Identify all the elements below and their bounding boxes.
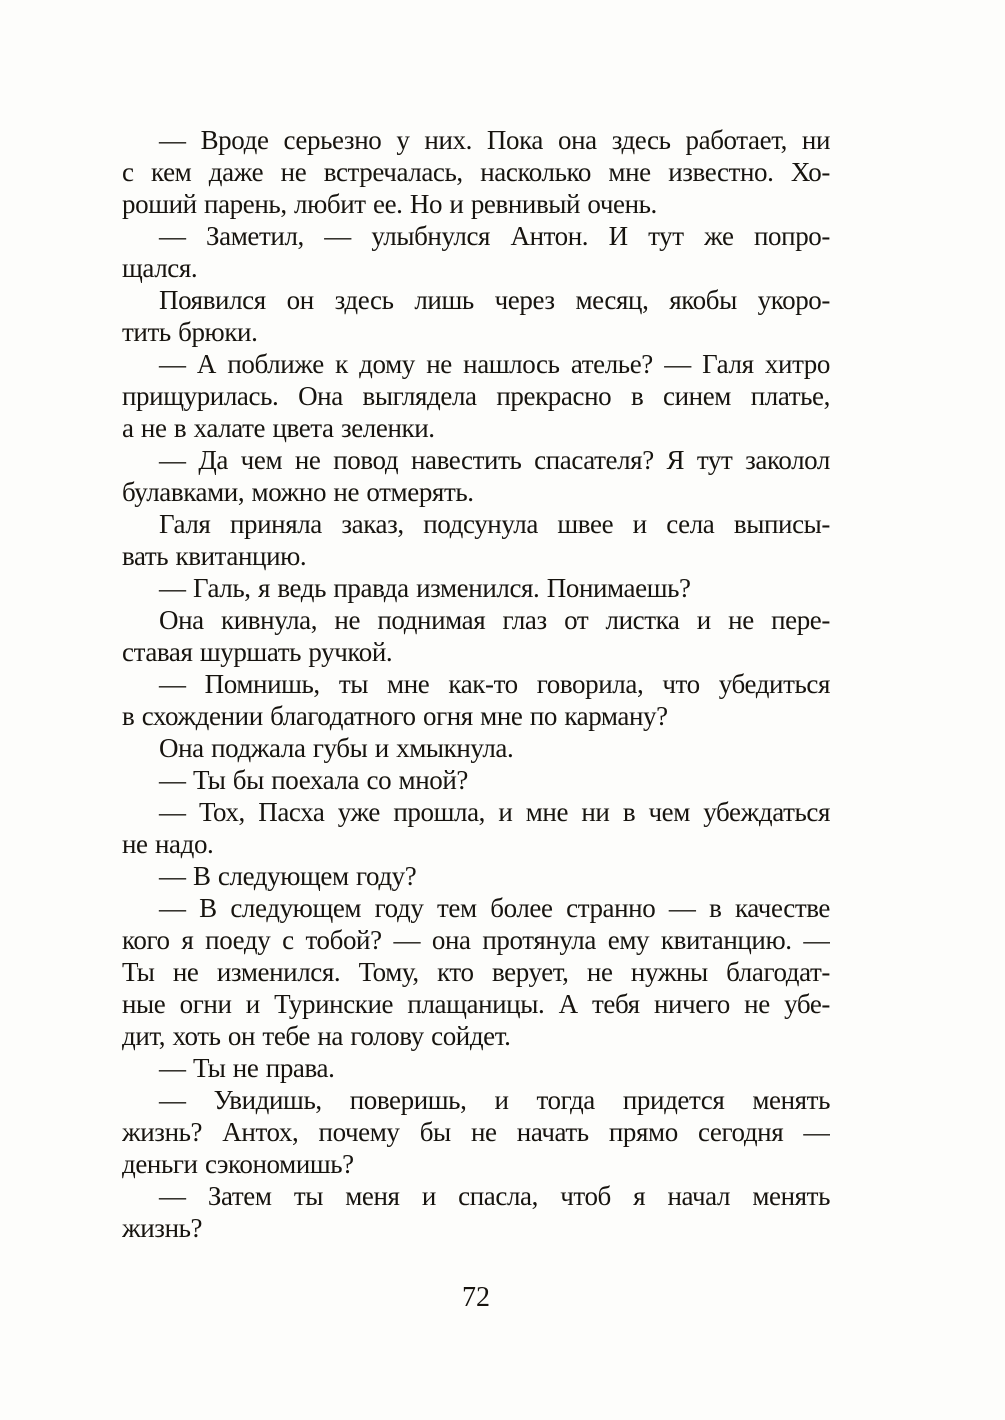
paragraph [122, 668, 830, 732]
paragraph [122, 444, 830, 508]
text-line: роший парень, любит ее. Но и ревнивый очень. [122, 189, 657, 219]
text-line: дит, хоть он тебе на голову сойдет. [122, 1021, 511, 1051]
text-line: ные огни и Туринские плащаницы. А тебя ничего не убе- [122, 989, 830, 1019]
paragraph [122, 508, 830, 572]
text-block [122, 124, 830, 1244]
paragraph [122, 764, 830, 796]
text-line: вать квитанцию. [122, 541, 307, 571]
text-line: булавками, можно не отмерять. [122, 477, 474, 507]
text-line: — Да чем не повод навестить спасателя? Я тут заколол [159, 445, 830, 475]
text-line: — Затем ты меня и спасла, чтоб я начал менять [159, 1181, 830, 1211]
text-line: а не в халате цвета зеленки. [122, 413, 435, 443]
text-line: Ты не изменился. Тому, кто верует, не нужны благодат- [122, 957, 830, 987]
text-line: в схождении благодатного огня мне по карману? [122, 701, 668, 731]
text-line: с кем даже не встречалась, насколько мне известно. Хо- [122, 157, 830, 187]
text-line: деньги сэкономишь? [122, 1149, 354, 1179]
text-line: Она кивнула, не поднимая глаз от листка и не пере- [159, 605, 830, 635]
text-line: — Заметил, — улыбнулся Антон. И тут же попро- [159, 221, 830, 251]
paragraph [122, 284, 830, 348]
text-line: Галя приняла заказ, подсунула швее и села выписы- [159, 509, 830, 539]
paragraph [122, 1052, 830, 1084]
paragraph [122, 796, 830, 860]
page-number: 72 [462, 1282, 490, 1313]
paragraph [122, 124, 830, 220]
paragraph [122, 892, 830, 1052]
paragraph [122, 1084, 830, 1180]
paragraph [122, 1180, 830, 1244]
paragraph [122, 348, 830, 444]
paragraph [122, 220, 830, 284]
text-line: — В следующем году тем более странно — в качестве [159, 893, 830, 923]
text-line: кого я поеду с тобой? — она протянула ему квитанцию. — [122, 925, 830, 955]
text-line: жизнь? [122, 1213, 203, 1243]
text-line: — В следующем году? [159, 861, 417, 891]
paragraph [122, 604, 830, 668]
paragraph [122, 860, 830, 892]
text-line: жизнь? Антох, почему бы не начать прямо сегодня — [122, 1117, 830, 1147]
text-line: — Вроде серьезно у них. Пока она здесь работает, ни [159, 125, 830, 155]
text-line: тить брюки. [122, 317, 258, 347]
text-line: прищурилась. Она выглядела прекрасно в синем платье, [122, 381, 830, 411]
text-line: — Ты бы поехала со мной? [159, 765, 468, 795]
text-line: Она поджала губы и хмыкнула. [159, 733, 514, 763]
text-line: не надо. [122, 829, 214, 859]
paragraph [122, 732, 830, 764]
text-line: — Увидишь, поверишь, и тогда придется менять [159, 1085, 830, 1115]
text-line: — А поближе к дому не нашлось ателье? — Галя хитро [159, 349, 830, 379]
text-line: — Тох, Пасха уже прошла, и мне ни в чем убеждаться [159, 797, 830, 827]
text-line: — Галь, я ведь правда изменился. Понимаешь? [159, 573, 691, 603]
paragraph [122, 572, 830, 604]
text-line: — Помнишь, ты мне как-то говорила, что убедиться [159, 669, 830, 699]
text-line: ставая шуршать ручкой. [122, 637, 393, 667]
text-line: — Ты не права. [159, 1053, 335, 1083]
text-line: Появился он здесь лишь через месяц, якобы укоро- [159, 285, 830, 315]
text-line: щался. [122, 253, 198, 283]
